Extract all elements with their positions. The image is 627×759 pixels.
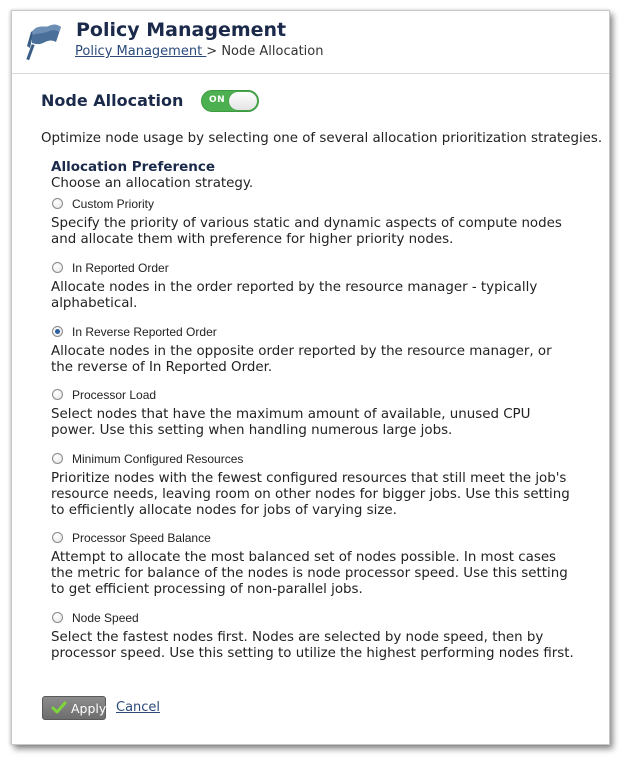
option-description: Select the fastest nodes first. Nodes are selected by node speed, then by processor speed. Use this setting to utilize the highest performing nodes first. xyxy=(51,630,574,661)
toggle-label: ON xyxy=(209,95,226,105)
toggle-knob[interactable] xyxy=(229,92,257,110)
option-description: Select nodes that have the maximum amount of available, unused CPU power. Use this setting when handling numerous large jobs. xyxy=(51,407,531,438)
section-title: Node Allocation xyxy=(41,91,184,110)
app-title: Policy Management xyxy=(76,19,287,41)
preference-title: Allocation Preference xyxy=(51,159,216,175)
option-in-reported-order xyxy=(51,261,595,312)
option-description: Allocate nodes in the opposite order reported by the resource manager, or the reverse of In Reported Order. xyxy=(51,344,552,375)
checkmark-icon xyxy=(51,700,67,716)
option-processor-load xyxy=(51,388,595,439)
breadcrumb-separator: > xyxy=(206,44,222,59)
radio-processor-speed-balance[interactable] xyxy=(52,532,63,543)
flag-logo-icon xyxy=(23,18,67,62)
policy-window xyxy=(11,10,610,745)
option-label[interactable]: Minimum Configured Resources xyxy=(72,452,244,466)
radio-in-reported-order[interactable] xyxy=(52,262,63,273)
node-allocation-toggle[interactable] xyxy=(201,90,259,112)
radio-node-speed[interactable] xyxy=(52,612,63,623)
preference-subtitle: Choose an allocation strategy. xyxy=(51,176,254,191)
cancel-link[interactable]: Cancel xyxy=(116,700,161,715)
option-in-reverse-reported-order xyxy=(51,325,595,376)
main-content xyxy=(41,73,603,744)
option-label[interactable]: In Reverse Reported Order xyxy=(72,325,217,339)
breadcrumb-current: Node Allocation xyxy=(221,44,324,59)
radio-processor-load[interactable] xyxy=(52,389,63,400)
option-processor-speed-balance xyxy=(51,531,595,598)
option-description: Attempt to allocate the most balanced set of nodes possible. In most cases the metric for balance of the nodes is node processor speed. Use this setting to get efficient processing of non-parallel jobs. xyxy=(51,550,568,597)
option-custom-priority xyxy=(51,197,595,248)
option-label[interactable]: In Reported Order xyxy=(72,261,169,275)
allocation-preference xyxy=(51,159,595,661)
option-description: Allocate nodes in the order reported by the resource manager - typically alphabetical. xyxy=(51,280,538,311)
apply-label: Apply xyxy=(71,701,107,716)
breadcrumb xyxy=(75,44,323,59)
radio-custom-priority[interactable] xyxy=(52,198,63,209)
option-node-speed xyxy=(51,611,595,662)
option-label[interactable]: Processor Speed Balance xyxy=(72,531,211,545)
radio-in-reverse-reported-order[interactable] xyxy=(52,326,63,337)
option-label[interactable]: Node Speed xyxy=(72,611,139,625)
page-header xyxy=(12,11,609,74)
option-label[interactable]: Custom Priority xyxy=(72,197,155,211)
option-description: Specify the priority of various static and dynamic aspects of compute nodes and allocate them with preference for higher priority nodes. xyxy=(51,216,562,247)
option-description: Prioritize nodes with the fewest configured resources that still meet the job's resource needs, leaving room on other nodes for bigger jobs. Use this setting to efficiently allocate nodes for jobs of varying size. xyxy=(51,471,570,518)
radio-minimum-configured-resources[interactable] xyxy=(52,453,63,464)
section-description: Optimize node usage by selecting one of several allocation prioritization strategies. xyxy=(41,131,603,146)
apply-button[interactable] xyxy=(42,696,106,720)
option-label[interactable]: Processor Load xyxy=(72,388,157,402)
option-minimum-configured-resources xyxy=(51,452,595,519)
breadcrumb-link-policy-management[interactable]: Policy Management xyxy=(75,44,207,59)
